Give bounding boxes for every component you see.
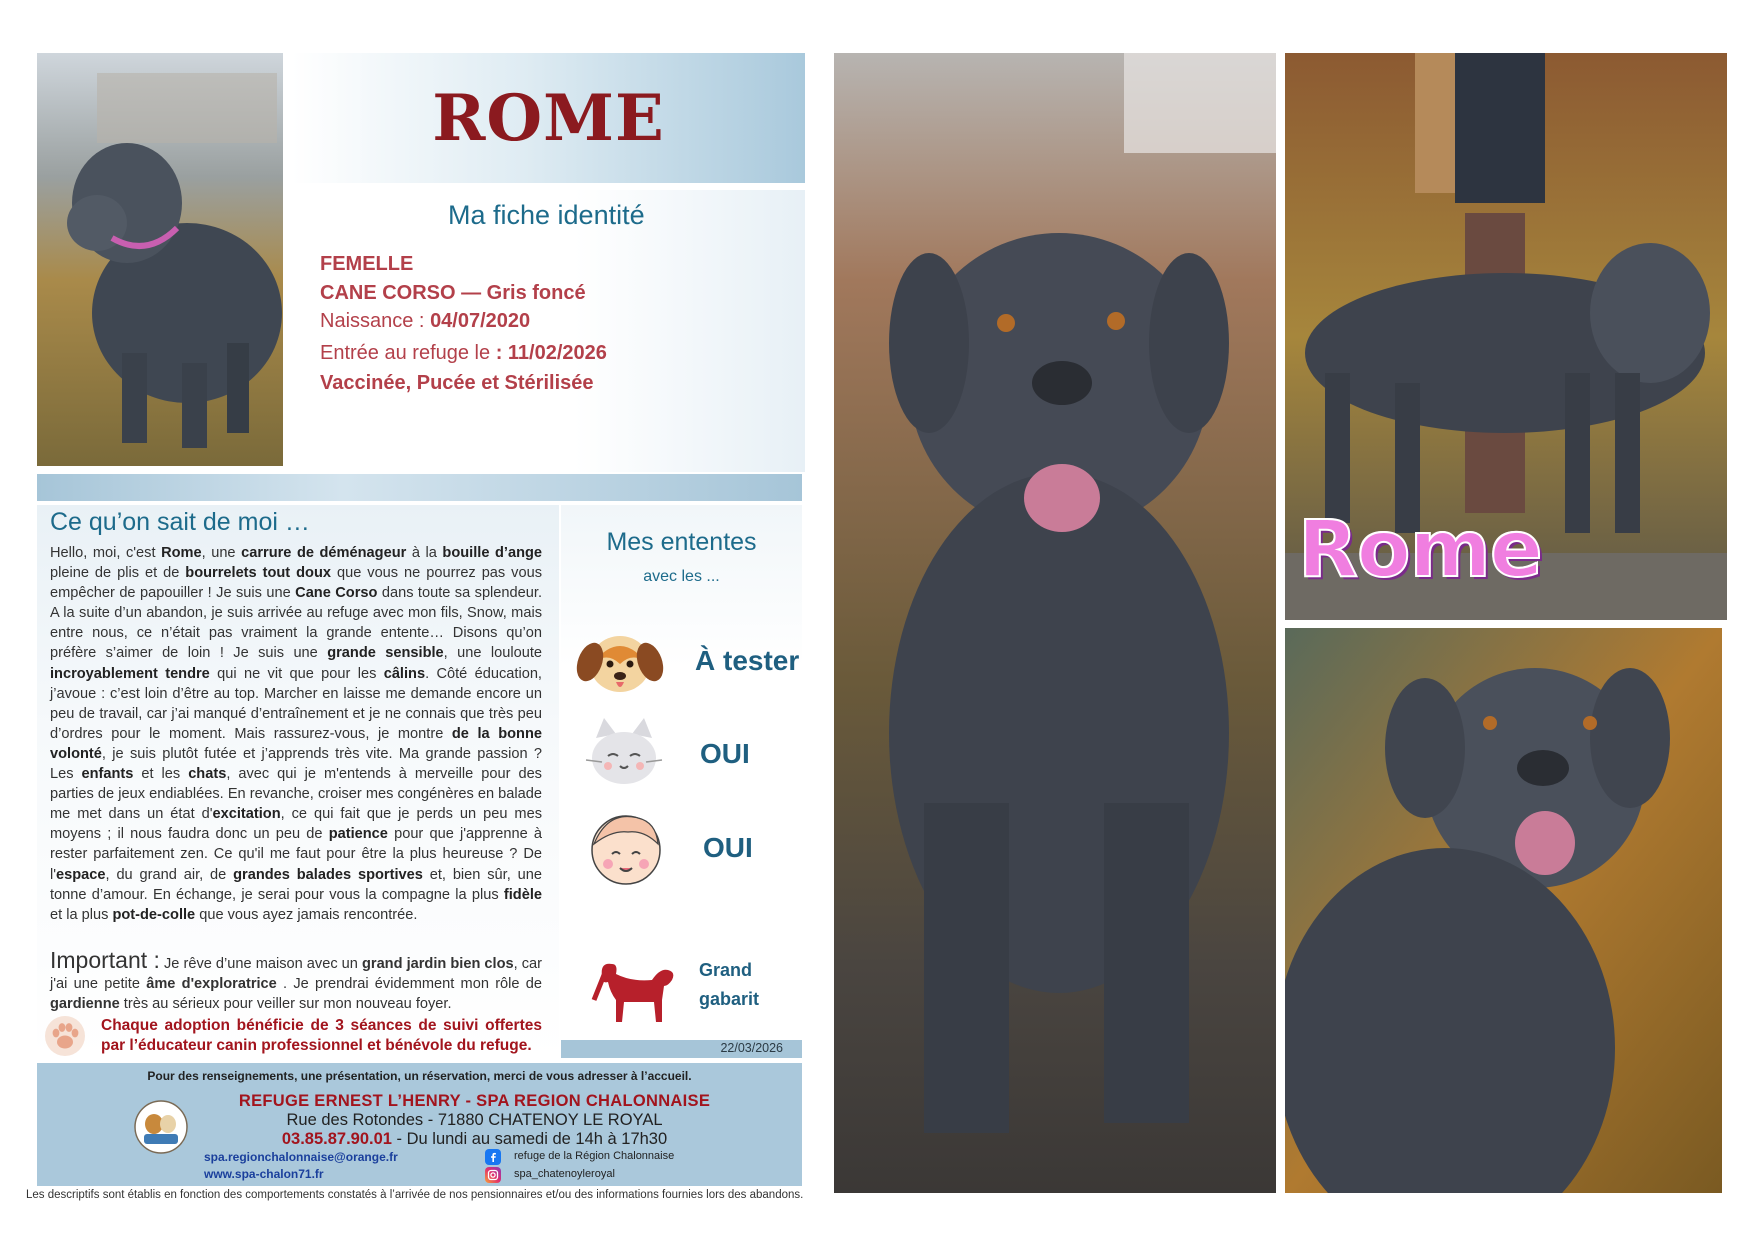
refuge-address: Rue des Rotondes - 71880 CHATENOY LE ROYAL: [286, 1111, 663, 1129]
entry-date: : 11/02/2026: [495, 342, 607, 364]
title-banner: [292, 53, 805, 183]
paw-icon: [44, 1015, 86, 1057]
birth-label: Naissance :: [320, 310, 431, 332]
separator-bar: [37, 474, 802, 501]
website-link[interactable]: www.spa-chalon71.fr: [204, 1167, 324, 1181]
important-block: Important : Je rêve d’une maison avec un grand jardin bien clos, car j'ai une petite âme d'exploratrice . Je prendrai évidemment mon rôle de gardienne très au sérieux pour veiller sur mon nouveau foyer.: [50, 947, 543, 1013]
footer-info: Pour des renseignements, une présentation, un réservation, merci de vous adresser à l’accueil.: [147, 1069, 692, 1083]
photo-name-label: Rome: [1298, 505, 1542, 595]
instagram-icon[interactable]: [485, 1167, 501, 1183]
photo-dog-front: [834, 53, 1276, 1193]
identity-title: Ma fiche identité: [448, 200, 645, 230]
entry-label: Entrée au refuge le: [320, 342, 496, 364]
instagram-text[interactable]: spa_chatenoyleroyal: [514, 1168, 615, 1180]
important-label: Important :: [50, 947, 160, 973]
photo-dog-portrait: [1285, 628, 1722, 1193]
identity-birth: [320, 310, 530, 333]
dog-face-icon: [572, 612, 668, 708]
photo-dog-standing: [37, 53, 283, 466]
facebook-icon[interactable]: [485, 1149, 501, 1165]
sheet-date: 22/03/2026: [720, 1041, 783, 1055]
email-link[interactable]: spa.regionchalonnaise@orange.fr: [204, 1150, 398, 1164]
identity-health: Vaccinée, Pucée et Stérilisée: [320, 372, 594, 394]
refuge-contact-line: [37, 1130, 802, 1149]
facebook-text[interactable]: refuge de la Région Chalonnaise: [514, 1150, 675, 1162]
dog-silhouette-icon: [588, 940, 684, 1036]
ententes-size-line1: Grand: [699, 960, 753, 980]
child-face-icon: [578, 800, 674, 896]
ententes-cats-value: OUI: [700, 738, 750, 769]
description-text: Hello, moi, c'est Rome, une carrure de déménageur à la bouille d’ange pleine de plis et de bourrelets tout doux que vous ne pourrez pas vous empêcher de papouiller ! Je suis une Cane Corso dans toute sa splendeur. A la suite d’un abandon, je suis arrivée au refuge avec mon fils, Snow, mais entre nous, ce n’était pas vraiment la grande entente… Disons qu’on préfère s’aimer de loin ! Je suis une grande sensible, une louloute incroyablement tendre qui ne vit que pour les câlins. Côté éducation, j’avoue : c’est loin d’être au top. Marcher en laisse me demande encore un peu de travail, car j’ai manqué d’entraînement et je ne connais que très peu d’ordres pour le moment. Mais rassurez-vous, je montre de la bonne volonté, je suis plutôt futée et j’apprends très vite. Ma grande passion ? Les enfants et les chats, avec qui je m'entends à merveille pour des parties de jeux endiablées. En revanche, croiser mes congénères en balade me met dans un état d'excitation, ce qui fait que je perds un peu mes moyens ; il nous faudra donc un peu de patience pour que j'apprenne à rester parfaitement zen. Ce qu'il me faut pour être la plus heureuse ? De l'espace, du grand air, de grandes balades sportives et, bien sûr, une tonne d’amour. En échange, je serai pour vous la compagne la plus fidèle et la plus pot-de-colle que vous ayez jamais rencontrée.: [50, 545, 543, 923]
ententes-subtitle: avec les ...: [643, 568, 720, 585]
ententes-size-line2: gabarit: [699, 989, 760, 1009]
identity-sex: FEMELLE: [320, 253, 414, 275]
adoption-note: Chaque adoption bénéficie de 3 séances de suivi offertes par l’éducateur canin professionnel et bénévole du refuge.: [101, 1017, 542, 1054]
identity-breed: CANE CORSO — Gris foncé: [320, 282, 586, 304]
birth-date: 04/07/2020: [430, 310, 531, 332]
refuge-hours: - Du lundi au samedi de 14h à 17h30: [391, 1130, 668, 1148]
disclaimer: Les descriptifs sont établis en fonction des comportements constatés à l’arrivée de nos pensionnaires et/ou des informations fournies lors des abandons.: [26, 1189, 804, 1201]
ententes-dogs-value: À tester: [695, 645, 800, 676]
identity-entry: [320, 342, 607, 365]
ententes-children-value: OUI: [703, 832, 753, 863]
cat-face-icon: [576, 708, 672, 804]
description-title: Ce qu’on sait de moi …: [50, 508, 310, 536]
refuge-phone[interactable]: 03.85.87.90.01: [281, 1130, 392, 1148]
dog-name-title: ROME: [432, 80, 665, 156]
ententes-title: Mes ententes: [606, 528, 757, 556]
refuge-name: REFUGE ERNEST L’HENRY - SPA REGION CHALONNAISE: [238, 1092, 711, 1110]
